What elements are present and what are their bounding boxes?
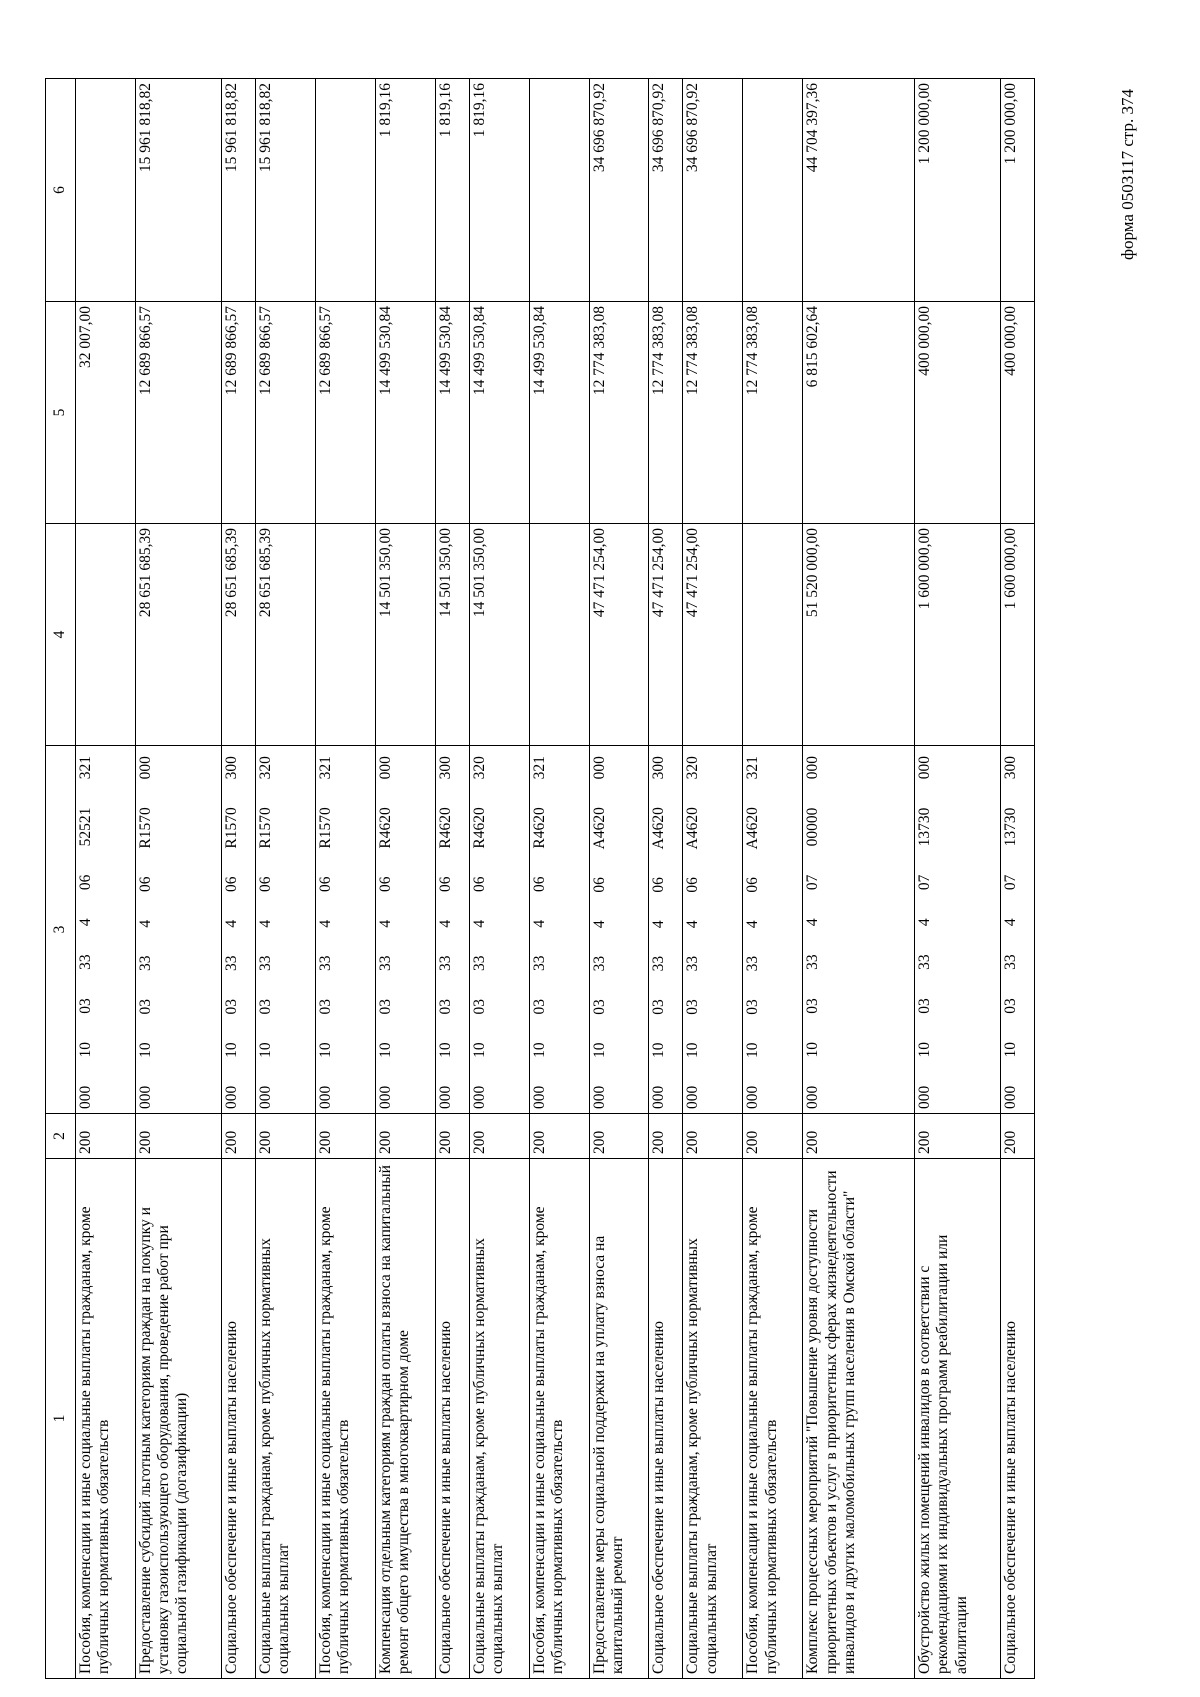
approved-amount: 14 501 350,00 bbox=[469, 524, 529, 746]
code-part: 33 bbox=[76, 954, 94, 970]
code-part: 000 bbox=[136, 1085, 154, 1109]
code-part: 33 bbox=[590, 955, 608, 972]
code-part: 000 bbox=[436, 1085, 454, 1109]
code-part: 10 bbox=[684, 1042, 702, 1058]
table-row bbox=[683, 79, 743, 1679]
executed-amount: 12 774 383,08 bbox=[649, 302, 683, 524]
budget-classification-code bbox=[435, 746, 469, 1114]
code-part: 000 bbox=[916, 1085, 934, 1109]
code-part: 03 bbox=[684, 999, 702, 1015]
table-row bbox=[375, 79, 435, 1679]
executed-amount: 12 689 866,57 bbox=[135, 302, 221, 524]
approved-amount bbox=[315, 524, 375, 746]
form-label: форма 0503117 стр. 374 bbox=[1118, 89, 1137, 260]
code-part: 000 bbox=[590, 756, 608, 780]
code-part: 10 bbox=[256, 1042, 274, 1058]
code-part: 33 bbox=[470, 955, 488, 972]
line-code: 200 bbox=[135, 1114, 221, 1159]
table-row bbox=[649, 79, 683, 1679]
code-part: 33 bbox=[222, 955, 240, 972]
row-name: Социальное обеспечение и иные выплаты населению bbox=[435, 1159, 469, 1679]
budget-classification-code bbox=[375, 746, 435, 1114]
unexecuted-amount bbox=[743, 79, 803, 302]
code-part: 03 bbox=[650, 999, 668, 1015]
approved-amount: 14 501 350,00 bbox=[435, 524, 469, 746]
code-part: 03 bbox=[590, 999, 608, 1015]
code-part: 06 bbox=[530, 876, 548, 892]
code-part: 13730 bbox=[916, 807, 934, 847]
code-part: 07 bbox=[1001, 874, 1019, 891]
code-part: 33 bbox=[1001, 954, 1019, 970]
code-part: 10 bbox=[530, 1042, 548, 1058]
code-part: 06 bbox=[744, 877, 762, 893]
code-part: R1570 bbox=[222, 807, 240, 849]
code-part: 33 bbox=[530, 955, 548, 972]
table-row bbox=[221, 79, 255, 1679]
code-part: 10 bbox=[650, 1042, 668, 1058]
column-header: 5 bbox=[46, 302, 76, 524]
code-part: 4 bbox=[530, 919, 548, 928]
code-part: 10 bbox=[136, 1042, 154, 1058]
table-row bbox=[135, 79, 221, 1679]
code-part: 4 bbox=[650, 920, 668, 929]
unexecuted-amount bbox=[75, 79, 135, 302]
row-name: Пособия, компенсации и иные социальные выплаты гражданам, кроме публичных нормативных обязательств bbox=[529, 1159, 589, 1679]
executed-amount: 14 499 530,84 bbox=[435, 302, 469, 524]
code-part: 000 bbox=[136, 756, 154, 780]
budget-classification-code bbox=[529, 746, 589, 1114]
line-code: 200 bbox=[315, 1114, 375, 1159]
code-part: 4 bbox=[470, 919, 488, 928]
approved-amount: 14 501 350,00 bbox=[375, 524, 435, 746]
budget-classification-code bbox=[589, 746, 649, 1114]
code-part: 06 bbox=[376, 876, 394, 892]
table-row bbox=[435, 79, 469, 1679]
code-part: 10 bbox=[470, 1042, 488, 1058]
line-code: 200 bbox=[435, 1114, 469, 1159]
code-part: 000 bbox=[376, 1085, 394, 1109]
code-part: 33 bbox=[376, 955, 394, 972]
code-part: 4 bbox=[804, 918, 822, 927]
code-part: 03 bbox=[256, 998, 274, 1015]
code-part: 03 bbox=[916, 998, 934, 1014]
approved-amount: 47 471 254,00 bbox=[649, 524, 683, 746]
row-name: Социальные выплаты гражданам, кроме публичных нормативных социальных выплат bbox=[255, 1159, 315, 1679]
unexecuted-amount: 15 961 818,82 bbox=[255, 79, 315, 302]
table-row bbox=[315, 79, 375, 1679]
budget-classification-code bbox=[135, 746, 221, 1114]
code-part: 03 bbox=[804, 998, 822, 1014]
approved-amount: 47 471 254,00 bbox=[589, 524, 649, 746]
line-code: 200 bbox=[915, 1114, 1001, 1159]
code-part: 03 bbox=[1001, 998, 1019, 1014]
unexecuted-amount: 34 696 870,92 bbox=[649, 79, 683, 302]
budget-classification-code bbox=[915, 746, 1001, 1114]
code-part: 4 bbox=[436, 919, 454, 928]
code-part: 06 bbox=[684, 877, 702, 893]
column-header-row bbox=[46, 79, 76, 1679]
code-part: 000 bbox=[76, 1085, 94, 1109]
executed-amount: 12 774 383,08 bbox=[683, 302, 743, 524]
executed-amount: 14 499 530,84 bbox=[469, 302, 529, 524]
executed-amount: 14 499 530,84 bbox=[529, 302, 589, 524]
unexecuted-amount: 1 200 000,00 bbox=[915, 79, 1001, 302]
code-part: 33 bbox=[916, 954, 934, 970]
unexecuted-amount: 1 200 000,00 bbox=[1000, 79, 1034, 302]
approved-amount: 1 600 000,00 bbox=[1000, 524, 1034, 746]
code-part: R4620 bbox=[470, 807, 488, 849]
unexecuted-amount: 34 696 870,92 bbox=[589, 79, 649, 302]
approved-amount: 28 651 685,39 bbox=[135, 524, 221, 746]
row-name: Пособия, компенсации и иные социальные выплаты гражданам, кроме публичных нормативных обязательств bbox=[743, 1159, 803, 1679]
code-part: 10 bbox=[316, 1042, 334, 1058]
code-part: 300 bbox=[436, 756, 454, 780]
budget-classification-code bbox=[683, 746, 743, 1114]
column-header: 6 bbox=[46, 79, 76, 302]
code-part: 33 bbox=[316, 955, 334, 972]
code-part: 33 bbox=[256, 955, 274, 972]
code-part: A4620 bbox=[684, 807, 702, 850]
budget-classification-code bbox=[75, 746, 135, 1114]
approved-amount: 1 600 000,00 bbox=[915, 524, 1001, 746]
code-part: 300 bbox=[650, 756, 668, 780]
code-part: 13730 bbox=[1001, 807, 1019, 847]
code-part: A4620 bbox=[650, 807, 668, 850]
code-part: R1570 bbox=[316, 807, 334, 849]
row-name: Компенсация отдельным категориям граждан оплаты взноса на капитальный ремонт общего имущества в многоквартирном доме bbox=[375, 1159, 435, 1679]
code-part: 321 bbox=[76, 756, 94, 780]
code-part: 000 bbox=[744, 1085, 762, 1109]
code-part: 000 bbox=[376, 756, 394, 780]
code-part: 000 bbox=[316, 1085, 334, 1109]
code-part: R4620 bbox=[530, 807, 548, 849]
code-part: 10 bbox=[76, 1041, 94, 1058]
unexecuted-amount bbox=[529, 79, 589, 302]
code-part: 000 bbox=[530, 1085, 548, 1109]
column-header: 3 bbox=[46, 746, 76, 1114]
code-part: 10 bbox=[804, 1041, 822, 1058]
code-part: 33 bbox=[436, 955, 454, 972]
code-part: 4 bbox=[590, 920, 608, 929]
line-code: 200 bbox=[75, 1114, 135, 1159]
code-part: 03 bbox=[76, 998, 94, 1014]
row-name: Социальное обеспечение и иные выплаты населению bbox=[649, 1159, 683, 1679]
code-part: 4 bbox=[916, 918, 934, 927]
unexecuted-amount: 15 961 818,82 bbox=[221, 79, 255, 302]
code-part: 10 bbox=[590, 1042, 608, 1058]
code-part: A4620 bbox=[590, 807, 608, 850]
code-part: 10 bbox=[436, 1042, 454, 1058]
unexecuted-amount: 44 704 397,36 bbox=[803, 79, 915, 302]
code-part: 000 bbox=[916, 756, 934, 780]
code-part: 300 bbox=[222, 756, 240, 780]
line-code: 200 bbox=[529, 1114, 589, 1159]
line-code: 200 bbox=[803, 1114, 915, 1159]
unexecuted-amount: 15 961 818,82 bbox=[135, 79, 221, 302]
code-part: 000 bbox=[804, 756, 822, 780]
code-part: 06 bbox=[136, 876, 154, 892]
code-part: 000 bbox=[650, 1085, 668, 1109]
code-part: 00000 bbox=[804, 807, 822, 847]
code-part: 4 bbox=[222, 919, 240, 928]
line-code: 200 bbox=[649, 1114, 683, 1159]
code-part: 4 bbox=[684, 920, 702, 929]
budget-classification-code bbox=[255, 746, 315, 1114]
code-part: 33 bbox=[136, 955, 154, 972]
column-header: 1 bbox=[46, 1159, 76, 1679]
table-body bbox=[46, 79, 1035, 1679]
row-name: Предоставление субсидий льготным категориям граждан на покупку и установку газоиспользующего оборудования, проведение работ при социальной газификации (догазификации) bbox=[135, 1159, 221, 1679]
code-part: 07 bbox=[804, 874, 822, 891]
table-row bbox=[1000, 79, 1034, 1679]
code-part: R1570 bbox=[136, 807, 154, 849]
executed-amount: 400 000,00 bbox=[915, 302, 1001, 524]
unexecuted-amount: 1 819,16 bbox=[375, 79, 435, 302]
code-part: 10 bbox=[376, 1042, 394, 1058]
code-part: 33 bbox=[744, 955, 762, 972]
table-row bbox=[529, 79, 589, 1679]
code-part: 52521 bbox=[76, 807, 94, 847]
line-code: 200 bbox=[255, 1114, 315, 1159]
code-part: 06 bbox=[256, 876, 274, 892]
executed-amount: 14 499 530,84 bbox=[375, 302, 435, 524]
code-part: 10 bbox=[744, 1042, 762, 1058]
approved-amount bbox=[75, 524, 135, 746]
row-name: Социальное обеспечение и иные выплаты населению bbox=[221, 1159, 255, 1679]
approved-amount: 28 651 685,39 bbox=[255, 524, 315, 746]
code-part: 000 bbox=[470, 1085, 488, 1109]
budget-classification-code bbox=[803, 746, 915, 1114]
code-part: 06 bbox=[436, 876, 454, 892]
table-row bbox=[75, 79, 135, 1679]
code-part: 33 bbox=[650, 955, 668, 972]
approved-amount bbox=[743, 524, 803, 746]
code-part: 320 bbox=[256, 756, 274, 780]
row-name: Социальные выплаты гражданам, кроме публичных нормативных социальных выплат bbox=[469, 1159, 529, 1679]
table-row bbox=[803, 79, 915, 1679]
code-part: 4 bbox=[136, 919, 154, 928]
code-part: 321 bbox=[530, 756, 548, 780]
executed-amount: 6 815 602,64 bbox=[803, 302, 915, 524]
code-part: 000 bbox=[684, 1085, 702, 1109]
code-part: 300 bbox=[1001, 756, 1019, 780]
executed-amount: 12 689 866,57 bbox=[221, 302, 255, 524]
table-row bbox=[589, 79, 649, 1679]
row-name: Предоставление меры социальной поддержки на уплату взноса на капитальный ремонт bbox=[589, 1159, 649, 1679]
budget-classification-code bbox=[469, 746, 529, 1114]
code-part: 10 bbox=[222, 1042, 240, 1058]
line-code: 200 bbox=[469, 1114, 529, 1159]
budget-classification-code bbox=[1000, 746, 1034, 1114]
code-part: 06 bbox=[650, 877, 668, 893]
code-part: R4620 bbox=[436, 807, 454, 849]
executed-amount: 12 774 383,08 bbox=[743, 302, 803, 524]
approved-amount: 28 651 685,39 bbox=[221, 524, 255, 746]
code-part: 320 bbox=[470, 756, 488, 780]
budget-classification-code bbox=[743, 746, 803, 1114]
code-part: R4620 bbox=[376, 807, 394, 849]
table-row bbox=[743, 79, 803, 1679]
code-part: 06 bbox=[470, 876, 488, 892]
row-name: Пособия, компенсации и иные социальные выплаты гражданам, кроме публичных нормативных обязательств bbox=[315, 1159, 375, 1679]
row-name: Комплекс процессных мероприятий "Повышение уровня доступности приоритетных объектов и услуг в приоритетных сферах жизнедеятельности инвалидов и других маломобильных групп населения в Омской области" bbox=[803, 1159, 915, 1679]
executed-amount: 12 774 383,08 bbox=[589, 302, 649, 524]
code-part: 06 bbox=[316, 876, 334, 892]
row-name: Пособия, компенсации и иные социальные выплаты гражданам, кроме публичных нормативных обязательств bbox=[75, 1159, 135, 1679]
approved-amount: 51 520 000,00 bbox=[803, 524, 915, 746]
line-code: 200 bbox=[683, 1114, 743, 1159]
code-part: 321 bbox=[316, 756, 334, 780]
budget-table bbox=[45, 78, 1035, 1679]
executed-amount: 32 007,00 bbox=[75, 302, 135, 524]
budget-classification-code bbox=[649, 746, 683, 1114]
code-part: 4 bbox=[1001, 918, 1019, 927]
column-header: 2 bbox=[46, 1114, 76, 1159]
executed-amount: 12 689 866,57 bbox=[255, 302, 315, 524]
code-part: 03 bbox=[316, 998, 334, 1015]
code-part: R1570 bbox=[256, 807, 274, 849]
code-part: 03 bbox=[222, 998, 240, 1015]
table-row bbox=[915, 79, 1001, 1679]
budget-classification-code bbox=[221, 746, 255, 1114]
code-part: 4 bbox=[744, 920, 762, 929]
code-part: 000 bbox=[222, 1085, 240, 1109]
code-part: 000 bbox=[1001, 1085, 1019, 1109]
code-part: 33 bbox=[684, 955, 702, 972]
code-part: 4 bbox=[76, 918, 94, 927]
code-part: 10 bbox=[1001, 1041, 1019, 1058]
code-part: 03 bbox=[530, 998, 548, 1015]
executed-amount: 12 689 866,57 bbox=[315, 302, 375, 524]
code-part: 33 bbox=[804, 954, 822, 970]
code-part: 4 bbox=[376, 919, 394, 928]
unexecuted-amount: 34 696 870,92 bbox=[683, 79, 743, 302]
row-name: Социальное обеспечение и иные выплаты населению bbox=[1000, 1159, 1034, 1679]
code-part: 07 bbox=[916, 874, 934, 891]
row-name: Обустройство жилых помещений инвалидов в соответствии с рекомендациями их индивидуальных программ реабилитации или абилитации bbox=[915, 1159, 1001, 1679]
approved-amount bbox=[529, 524, 589, 746]
line-code: 200 bbox=[589, 1114, 649, 1159]
budget-classification-code bbox=[315, 746, 375, 1114]
table-row bbox=[255, 79, 315, 1679]
code-part: 000 bbox=[256, 1085, 274, 1109]
executed-amount: 400 000,00 bbox=[1000, 302, 1034, 524]
column-header: 4 bbox=[46, 524, 76, 746]
line-code: 200 bbox=[375, 1114, 435, 1159]
code-part: 06 bbox=[76, 874, 94, 891]
code-part: 03 bbox=[436, 998, 454, 1015]
line-code: 200 bbox=[1000, 1114, 1034, 1159]
approved-amount: 47 471 254,00 bbox=[683, 524, 743, 746]
code-part: 10 bbox=[916, 1041, 934, 1058]
code-part: A4620 bbox=[744, 807, 762, 850]
code-part: 06 bbox=[222, 876, 240, 892]
code-part: 4 bbox=[316, 919, 334, 928]
code-part: 03 bbox=[136, 998, 154, 1015]
code-part: 320 bbox=[684, 756, 702, 780]
row-name: Социальные выплаты гражданам, кроме публичных нормативных социальных выплат bbox=[683, 1159, 743, 1679]
line-code: 200 bbox=[221, 1114, 255, 1159]
code-part: 000 bbox=[804, 1085, 822, 1109]
code-part: 000 bbox=[590, 1085, 608, 1109]
unexecuted-amount: 1 819,16 bbox=[469, 79, 529, 302]
code-part: 321 bbox=[744, 756, 762, 780]
code-part: 06 bbox=[590, 877, 608, 893]
table-row bbox=[469, 79, 529, 1679]
line-code: 200 bbox=[743, 1114, 803, 1159]
code-part: 4 bbox=[256, 919, 274, 928]
unexecuted-amount bbox=[315, 79, 375, 302]
code-part: 03 bbox=[376, 998, 394, 1015]
unexecuted-amount: 1 819,16 bbox=[435, 79, 469, 302]
code-part: 03 bbox=[470, 998, 488, 1015]
code-part: 03 bbox=[744, 999, 762, 1015]
